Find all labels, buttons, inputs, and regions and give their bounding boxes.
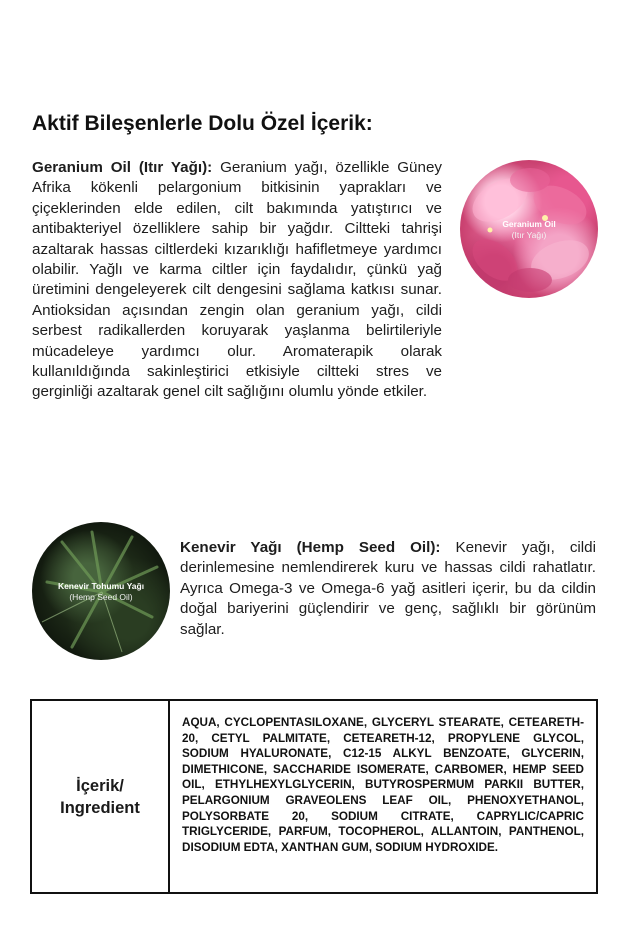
geranium-flower-image: [460, 160, 598, 298]
geranium-image-title: Geranium Oil: [502, 218, 556, 229]
hemp-image-subtitle: (Hemp Seed Oil): [69, 591, 133, 602]
ingredients-label-line2: Ingredient: [60, 798, 140, 817]
ingredients-label: [32, 701, 170, 892]
geranium-image-subtitle: (Itır Yağı): [511, 229, 547, 240]
geranium-description: [32, 158, 442, 403]
hemp-description: [180, 538, 596, 640]
ingredients-table: [30, 699, 598, 894]
geranium-title: Geranium Oil (Itır Yağı):: [32, 159, 213, 176]
hemp-body: Kenevir yağı, cildi derinlemesine nemlendirerek kuru ve hassas cildi rahatlatır. Ayrıca Omega-3 ve Omega-6 yağ asitleri içerir, bu da cildin doğal bariyerini güçlendirir ve genç, sağlıklı bir görünüm sağlar.: [180, 539, 596, 638]
geranium-body: Geranium yağı, özellikle Güney Afrika kökenli pelargonium bitkisinin yaprakları ve çiçeklerinden elde edilen, cilt bakımında yatıştırıcı ve antibakteriyel özelliklere sahip bir yağdır. Ciltteki tahrişi azaltarak hassas ciltlerdeki kızarıklığı hafifletmeye yardımcı olabilir. Yağlı ve karma ciltler için faydalıdır, çünkü yağ üretimini dengeleyerek cilt dengesini sağlama katkısı sunar. Antioksidan açısından zengin olan geranium yağı, cildi serbest radikallerden koruyarak yaşlanma belirtileriyle mücadeleye yardımcı olur. Aromaterapik olarak kullanıldığında sakinleştirici etkisiyle ciltteki stres ve gerginliği azaltarak genel cilt sağlığını olumlu yönde etkiler.: [32, 159, 442, 401]
hemp-leaf-image: [32, 522, 170, 660]
section-heading: Aktif Bileşenlerle Dolu Özel İçerik:: [32, 112, 373, 135]
ingredients-list: AQUA, CYCLOPENTASILOXANE, GLYCERYL STEARATE, CETEARETH-20, CETYL PALMITATE, CETEARETH-12, PROPYLENE GLYCOL, SODIUM HYALURONATE, C12-15 ALKYL BENZOATE, GLYCERIN, DIMETHICONE, SACCHARIDE ISOMERATE, CARBOMER, HEMP SEED OIL, ETHYLHEXYLGLYCERIN, BUTYROSPERMUM PARKII BUTTER, PELARGONIUM GRAVEOLENS LEAF OIL, PHENOXYETHANOL, POLYSORBATE 20, SODIUM CITRATE, CAPRYLIC/CAPRIC TRIGLYCERIDE, PARFUM, TOCOPHEROL, ALLANTOIN, PANTHENOL, DISODIUM EDTA, XANTHAN GUM, SODIUM HYDROXIDE.: [182, 716, 584, 854]
ingredients-label-line1: İçerik/: [76, 776, 124, 795]
hemp-title: Kenevir Yağı (Hemp Seed Oil):: [180, 539, 441, 556]
hemp-image-title: Kenevir Tohumu Yağı: [57, 580, 145, 591]
